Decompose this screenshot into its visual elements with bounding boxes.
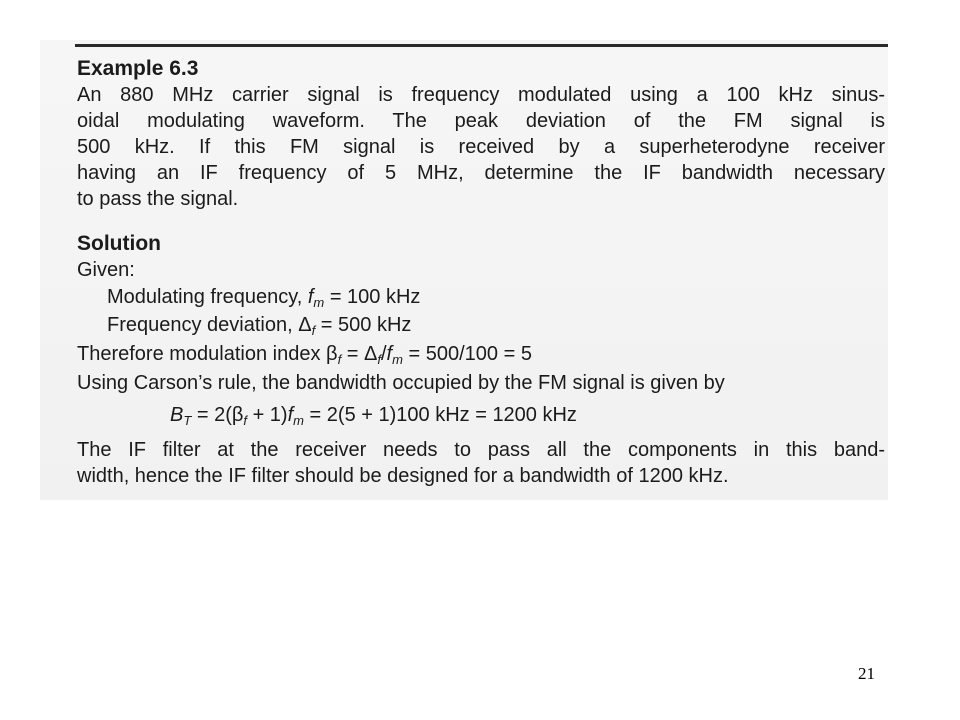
modulating-frequency-line bbox=[107, 284, 420, 310]
equals-sign: = bbox=[341, 343, 364, 365]
given-label: Given: bbox=[77, 259, 135, 281]
frequency-deviation-line bbox=[107, 312, 411, 338]
beta-subscript: f bbox=[337, 352, 342, 367]
bt-subscript: T bbox=[183, 413, 192, 428]
problem-line-1: An 880 MHz carrier signal is frequency modulated using a 100 kHz sinus- bbox=[77, 84, 885, 106]
equation-part-2: + 1) bbox=[247, 404, 288, 426]
modulation-index-line bbox=[77, 341, 532, 367]
fm-symbol: f bbox=[287, 404, 294, 426]
problem-line-2: oidal modulating waveform. The peak deviation of the FM signal is bbox=[77, 110, 885, 132]
modulation-index-result: = 500/100 = 5 bbox=[402, 343, 532, 365]
carson-rule-line: Using Carson’s rule, the bandwidth occupied by the FM signal is given by bbox=[77, 372, 725, 394]
modulating-frequency-label: Modulating frequency, bbox=[107, 286, 308, 308]
conclusion-line-2: width, hence the IF filter should be designed for a bandwidth of 1200 kHz. bbox=[77, 465, 729, 487]
conclusion-line-1: The IF filter at the receiver needs to pass all the components in this band- bbox=[77, 439, 885, 461]
delta-subscript: f bbox=[377, 352, 381, 367]
solution-heading: Solution bbox=[77, 232, 161, 255]
problem-line-5: to pass the signal. bbox=[77, 188, 239, 210]
delta-subscript: f bbox=[311, 323, 316, 338]
bt-symbol: B bbox=[170, 404, 184, 426]
delta-symbol: Δ bbox=[363, 343, 378, 365]
page-number: 21 bbox=[858, 664, 875, 683]
example-title: Example 6.3 bbox=[77, 57, 199, 80]
bandwidth-equation bbox=[170, 402, 577, 428]
fm-subscript: m bbox=[313, 295, 325, 310]
fm-subscript: m bbox=[293, 413, 304, 428]
beta-symbol: β bbox=[231, 404, 244, 426]
fm-symbol: f bbox=[386, 343, 393, 365]
division-slash: / bbox=[380, 343, 387, 365]
frequency-deviation-label: Frequency deviation, bbox=[107, 314, 299, 336]
delta-symbol: Δ bbox=[298, 314, 312, 336]
problem-line-3: 500 kHz. If this FM signal is received by a superheterodyne receiver bbox=[77, 136, 885, 158]
frequency-deviation-value: = 500 kHz bbox=[315, 314, 412, 336]
problem-line-4: having an IF frequency of 5 MHz, determine the IF bandwidth necessary bbox=[77, 162, 885, 184]
equation-part-3: = 2(5 + 1)100 kHz = 1200 kHz bbox=[304, 404, 577, 426]
equation-part-1: = 2( bbox=[191, 404, 232, 426]
fm-subscript: m bbox=[392, 352, 403, 367]
beta-symbol: β bbox=[326, 343, 338, 365]
top-rule bbox=[75, 44, 888, 47]
fm-symbol: f bbox=[307, 286, 314, 308]
modulation-index-text: Therefore modulation index bbox=[77, 343, 327, 365]
beta-subscript: f bbox=[243, 413, 248, 428]
modulating-frequency-value: = 100 kHz bbox=[324, 286, 421, 308]
